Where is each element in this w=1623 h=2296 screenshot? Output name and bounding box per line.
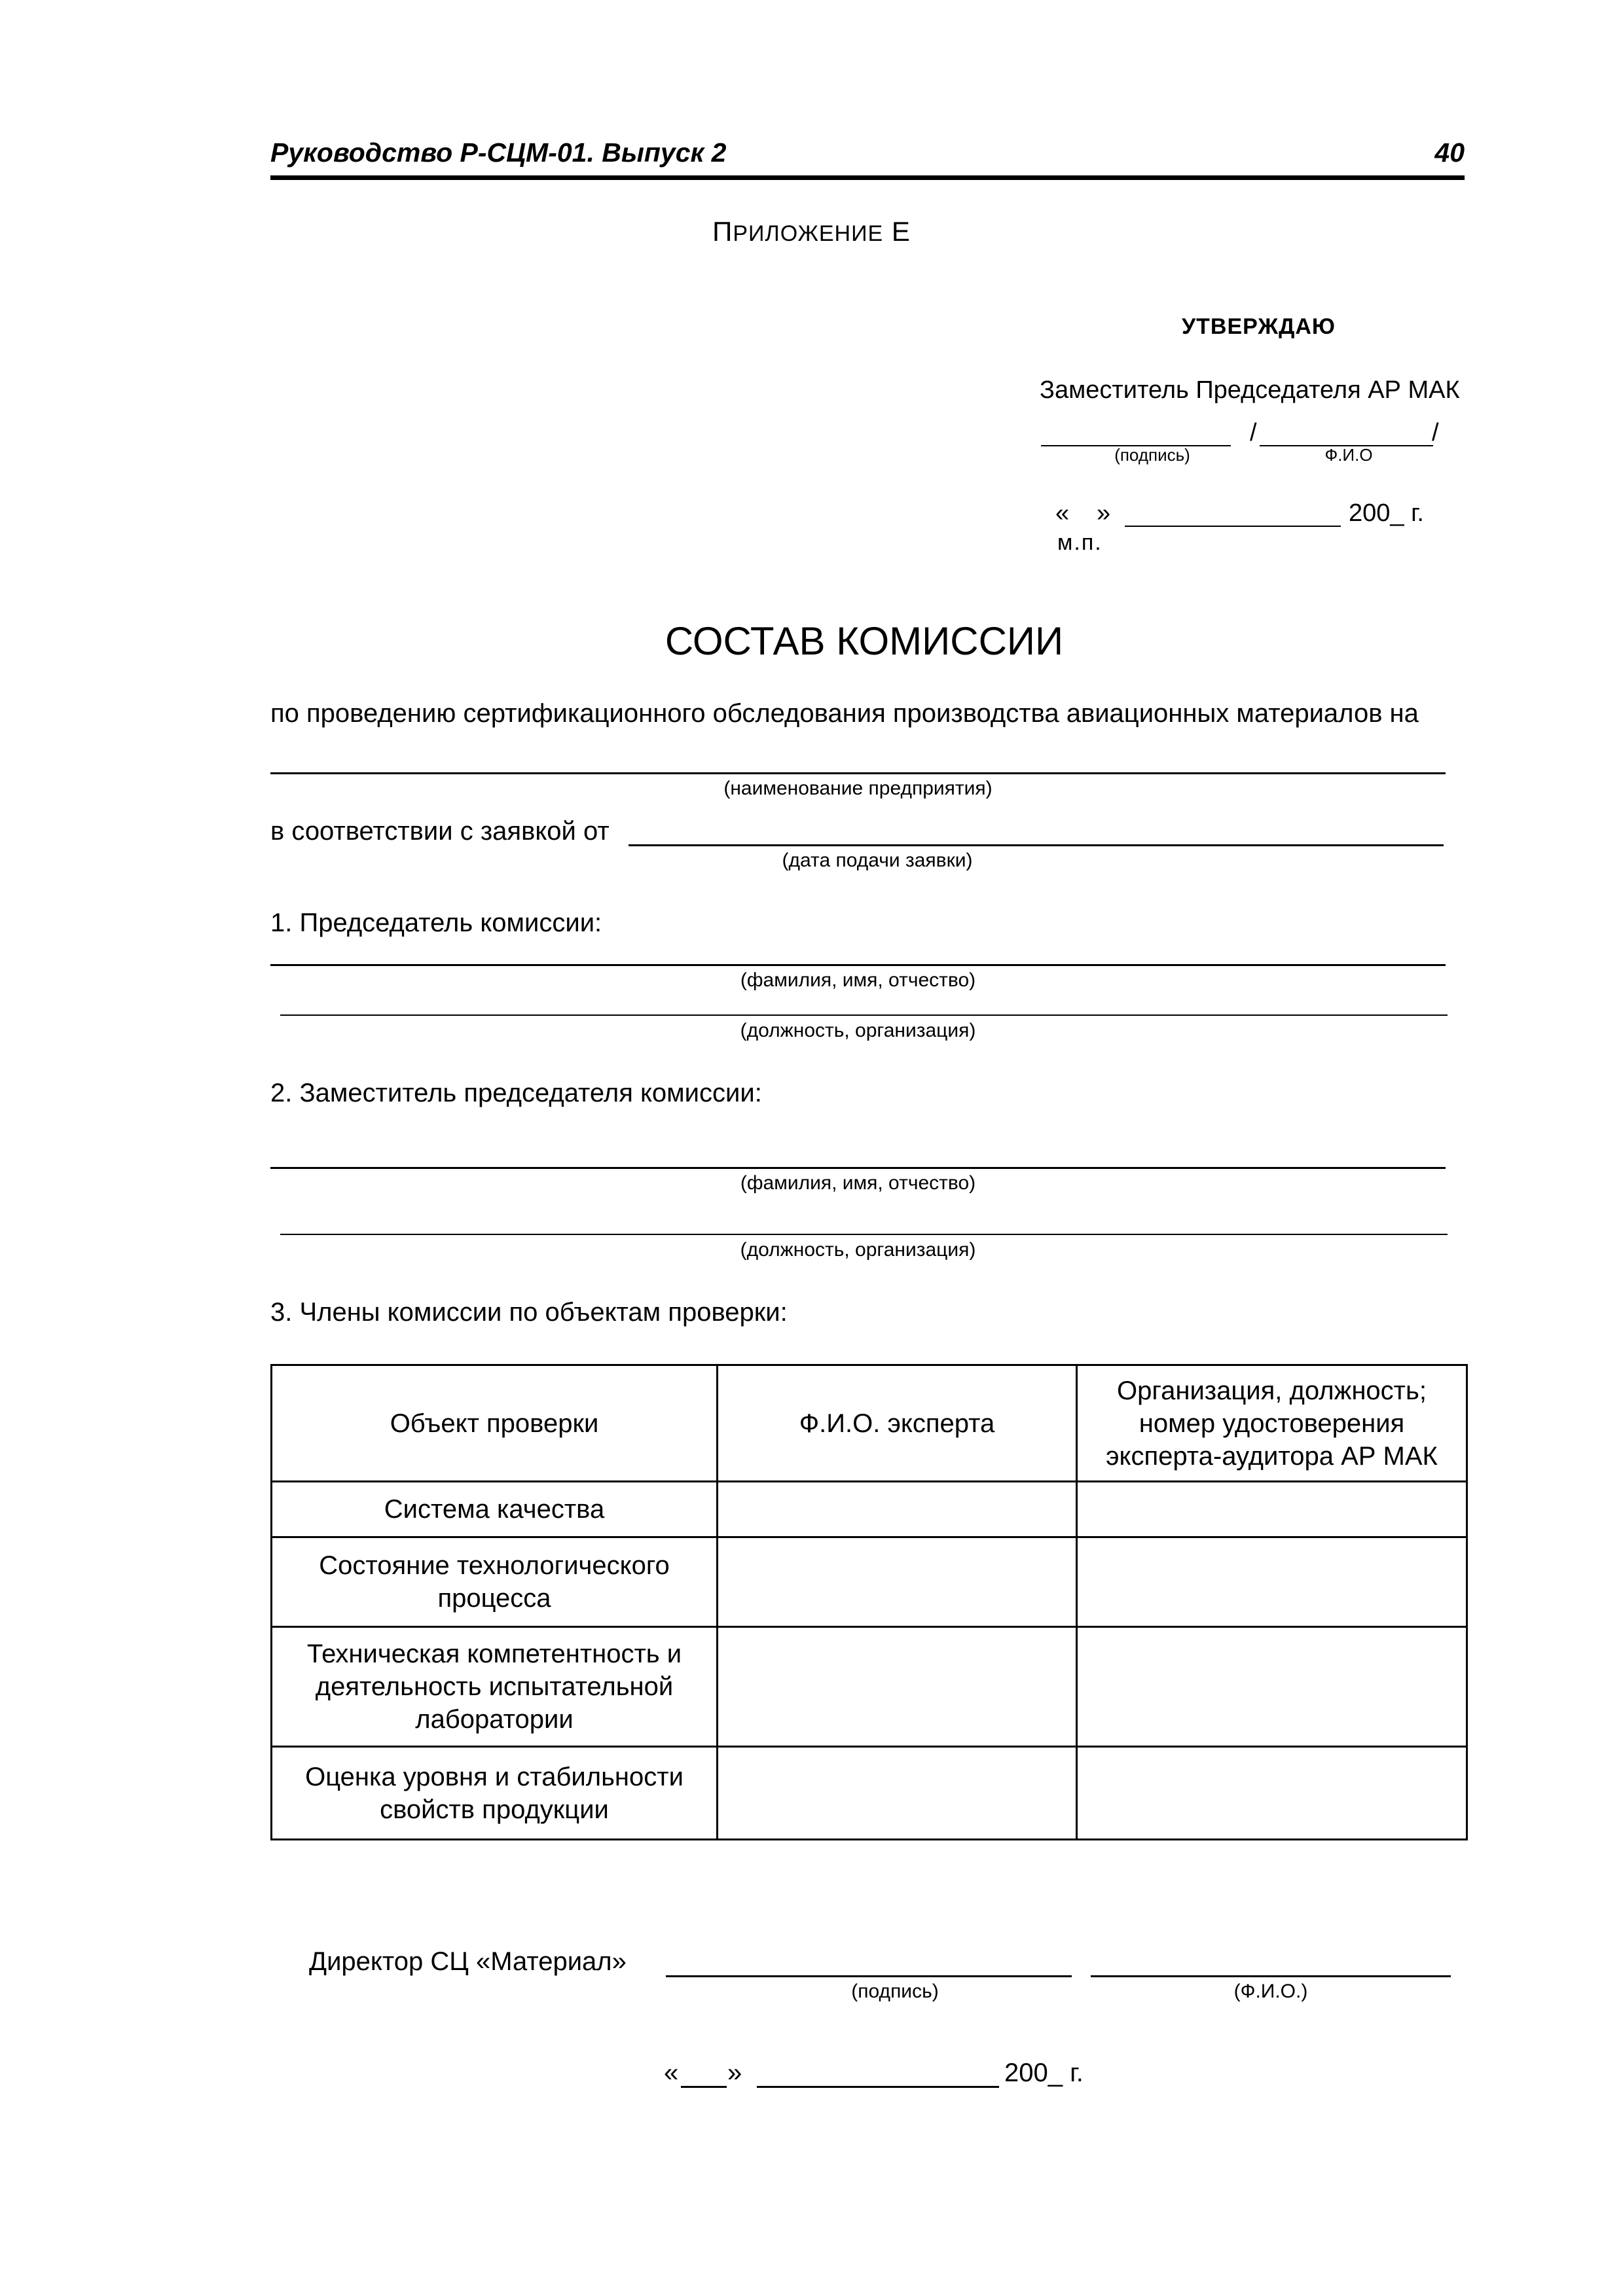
enterprise-name-line [270,772,1446,774]
approve-heading: УТВЕРЖДАЮ [1182,314,1336,339]
document-header-title: Руководство Р-СЦМ-01. Выпуск 2 [270,137,727,168]
table-row [272,1537,1467,1627]
table-cell-object: Оценка уровня и стабильности свойств продукции [272,1747,718,1840]
approval-date-quote-close: » [1097,499,1111,527]
table-header-object: Объект проверки [272,1365,718,1482]
approval-date-year: 200_ г. [1349,499,1424,527]
table-cell-expert [718,1537,1077,1627]
approver-slash-right: / [1432,419,1439,446]
application-date-caption: (дата подачи заявки) [782,850,973,871]
application-date-line [629,844,1444,846]
chairman-fio-caption: (фамилия, имя, отчество) [740,969,976,991]
footer-day-line [681,2086,727,2088]
header-rule [270,175,1465,180]
appendix-letter: Е [891,216,911,247]
intro-text: по проведению сертификационного обследования производства авиационных материалов на [270,699,1419,728]
table-header-row [272,1365,1467,1482]
director-fio-line [1091,1975,1451,1977]
director-signature-line [666,1975,1072,1977]
table-row [272,1627,1467,1747]
footer-date-quote-close: » [727,2058,742,2087]
approver-slash-left: / [1250,419,1257,446]
deputy-position-line [280,1234,1448,1235]
table-row [272,1482,1467,1537]
table-header-expert: Ф.И.О. эксперта [718,1365,1077,1482]
table-cell-object: Состояние технологического процесса [272,1537,718,1627]
approver-position: Заместитель Председателя АР МАК [1040,376,1460,404]
table-header-organization: Организация, должность; номер удостоверения эксперта-аудитора АР МАК [1077,1365,1467,1482]
page-number: 40 [1434,137,1465,168]
table-cell-object: Техническая компетентность и деятельность испытательной лаборатории [272,1627,718,1747]
chairman-position-caption: (должность, организация) [740,1020,976,1041]
approval-date-quote-open: « [1055,499,1070,527]
deputy-position-caption: (должность, организация) [740,1239,976,1261]
footer-date-quote-open: « [664,2058,679,2087]
enterprise-name-caption: (наименование предприятия) [723,778,993,799]
approver-signature-caption: (подпись) [1114,445,1190,465]
table-cell-organization [1077,1482,1467,1537]
appendix-word-rest: РИЛОЖЕНИЕ [733,221,884,246]
director-signature-caption: (подпись) [851,1981,939,2002]
appendix-first-letter: П [712,216,733,247]
table-cell-organization [1077,1537,1467,1627]
table-row [272,1747,1467,1840]
members-table [270,1364,1466,1840]
approver-fio-caption: Ф.И.О [1324,445,1373,465]
table-cell-organization [1077,1627,1467,1747]
stamp-placeholder: м.п. [1057,530,1103,555]
table-cell-expert [718,1627,1077,1747]
members-label: 3. Члены комиссии по объектам проверки: [270,1298,788,1327]
deputy-label: 2. Заместитель председателя комиссии: [270,1079,762,1107]
application-text: в соответствии с заявкой от [270,817,610,846]
table-cell-organization [1077,1747,1467,1840]
deputy-fio-line [270,1167,1446,1169]
table-cell-object: Система качества [272,1482,718,1537]
footer-date-year: 200_ г. [1004,2058,1084,2087]
chairman-label: 1. Председатель комиссии: [270,908,602,937]
deputy-fio-caption: (фамилия, имя, отчество) [740,1172,976,1194]
director-label: Директор СЦ «Материал» [309,1947,627,1976]
director-fio-caption: (Ф.И.О.) [1233,1981,1308,2002]
appendix-title [0,216,1623,247]
table-cell-expert [718,1747,1077,1840]
approval-date-line [1125,526,1341,527]
chairman-position-line [280,1014,1448,1016]
document-title: СОСТАВ КОМИССИИ [665,619,1064,663]
table-cell-expert [718,1482,1077,1537]
footer-month-line [757,2086,999,2088]
chairman-fio-line [270,964,1446,966]
